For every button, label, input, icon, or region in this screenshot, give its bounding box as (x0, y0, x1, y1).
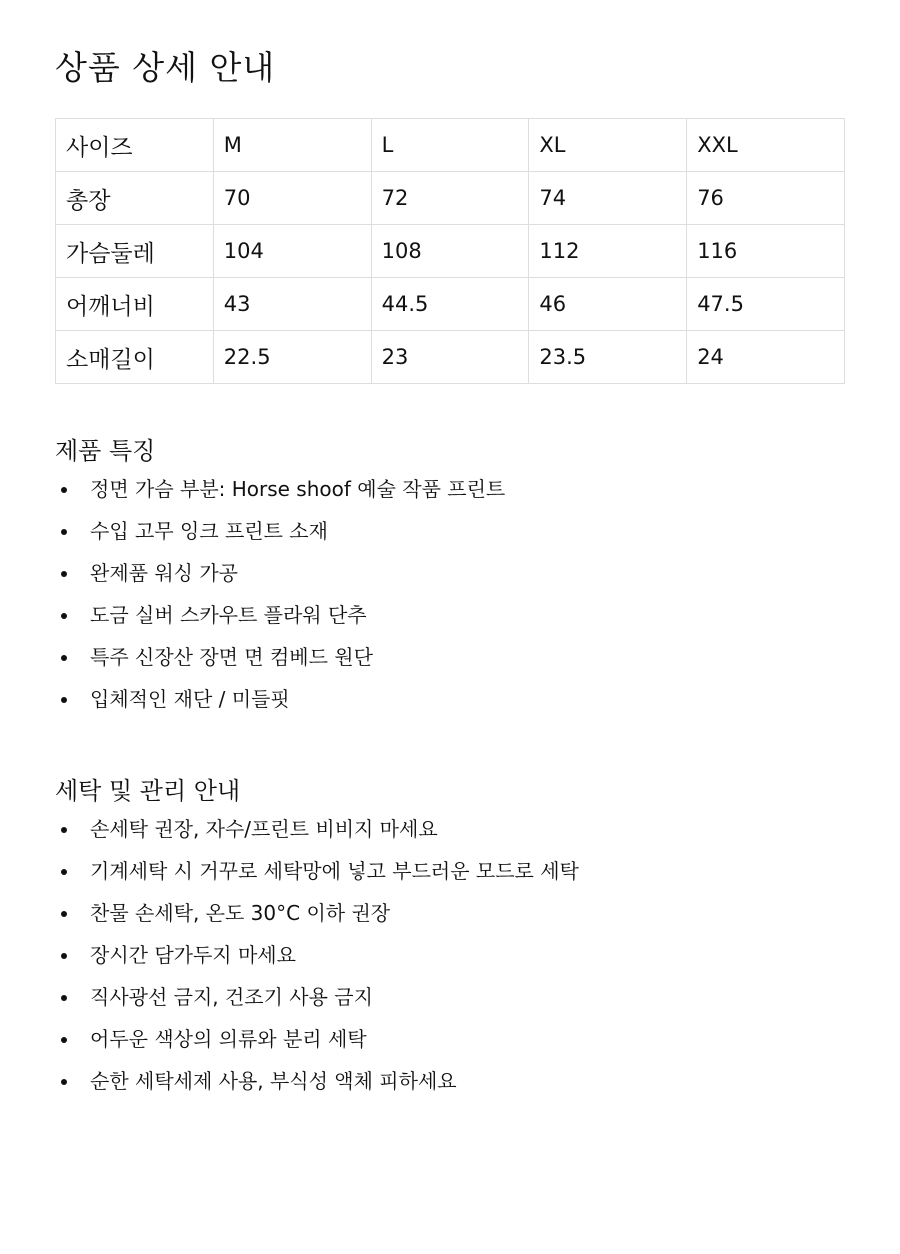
table-cell: 70 (213, 172, 371, 225)
size-table (55, 118, 845, 384)
features-list (55, 474, 845, 726)
table-cell: M (213, 119, 371, 172)
row-label: 소매길이 (56, 331, 214, 384)
list-item-text: 도금 실버 스카우트 플라워 단추 (90, 603, 367, 627)
table-cell: 74 (529, 172, 687, 225)
table-cell: 24 (687, 331, 845, 384)
table-row (56, 172, 845, 225)
list-item-text: 정면 가슴 부분: Horse shoof 예술 작품 프린트 (90, 477, 506, 501)
table-cell: XXL (687, 119, 845, 172)
list-item (55, 1024, 845, 1066)
list-item-text: 찬물 손세탁, 온도 30°C 이하 권장 (90, 901, 391, 925)
list-item (55, 516, 845, 558)
table-cell: 116 (687, 225, 845, 278)
table-cell: 72 (371, 172, 529, 225)
list-item-text: 수입 고무 잉크 프린트 소재 (90, 519, 328, 543)
list-item (55, 982, 845, 1024)
list-item-text: 기계세탁 시 거꾸로 세탁망에 넣고 부드러운 모드로 세탁 (90, 859, 579, 883)
row-label: 사이즈 (56, 119, 214, 172)
table-cell: 23.5 (529, 331, 687, 384)
list-item (55, 684, 845, 726)
list-item (55, 1066, 845, 1108)
bullet-icon (61, 953, 67, 959)
row-label: 총장 (56, 172, 214, 225)
list-item-text: 특주 신장산 장면 면 컴베드 원단 (90, 645, 373, 669)
table-cell: 23 (371, 331, 529, 384)
bullet-icon (61, 655, 67, 661)
list-item (55, 642, 845, 684)
bullet-icon (61, 869, 67, 875)
list-item-text: 손세탁 권장, 자수/프린트 비비지 마세요 (90, 817, 438, 841)
list-item-text: 어두운 색상의 의류와 분리 세탁 (90, 1027, 367, 1051)
bullet-icon (61, 697, 67, 703)
list-item-text: 장시간 담가두지 마세요 (90, 943, 296, 967)
table-cell: 46 (529, 278, 687, 331)
bullet-icon (61, 995, 67, 1001)
care-list (55, 814, 845, 1108)
list-item (55, 898, 845, 940)
table-row (56, 119, 845, 172)
table-row (56, 225, 845, 278)
bullet-icon (61, 613, 67, 619)
bullet-icon (61, 911, 67, 917)
table-cell: 22.5 (213, 331, 371, 384)
list-item-text: 순한 세탁세제 사용, 부식성 액체 피하세요 (90, 1069, 457, 1093)
features-title: 제품 특징 (55, 437, 156, 465)
row-label: 가슴둘레 (56, 225, 214, 278)
table-cell: L (371, 119, 529, 172)
table-cell: 76 (687, 172, 845, 225)
list-item (55, 600, 845, 642)
table-cell: 112 (529, 225, 687, 278)
bullet-icon (61, 827, 67, 833)
table-cell: 108 (371, 225, 529, 278)
table-row (56, 278, 845, 331)
list-item (55, 814, 845, 856)
page-title: 상품 상세 안내 (55, 48, 276, 87)
care-title: 세탁 및 관리 안내 (55, 777, 241, 805)
table-row (56, 331, 845, 384)
table-cell: 44.5 (371, 278, 529, 331)
bullet-icon (61, 571, 67, 577)
table-cell: 47.5 (687, 278, 845, 331)
list-item (55, 558, 845, 600)
list-item-text: 직사광선 금지, 건조기 사용 금지 (90, 985, 373, 1009)
table-cell: 104 (213, 225, 371, 278)
list-item-text: 입체적인 재단 / 미들핏 (90, 687, 290, 711)
list-item (55, 474, 845, 516)
bullet-icon (61, 1079, 67, 1085)
bullet-icon (61, 487, 67, 493)
list-item (55, 856, 845, 898)
row-label: 어깨너비 (56, 278, 214, 331)
list-item (55, 940, 845, 982)
bullet-icon (61, 529, 67, 535)
table-cell: 43 (213, 278, 371, 331)
list-item-text: 완제품 워싱 가공 (90, 561, 238, 585)
bullet-icon (61, 1037, 67, 1043)
table-cell: XL (529, 119, 687, 172)
